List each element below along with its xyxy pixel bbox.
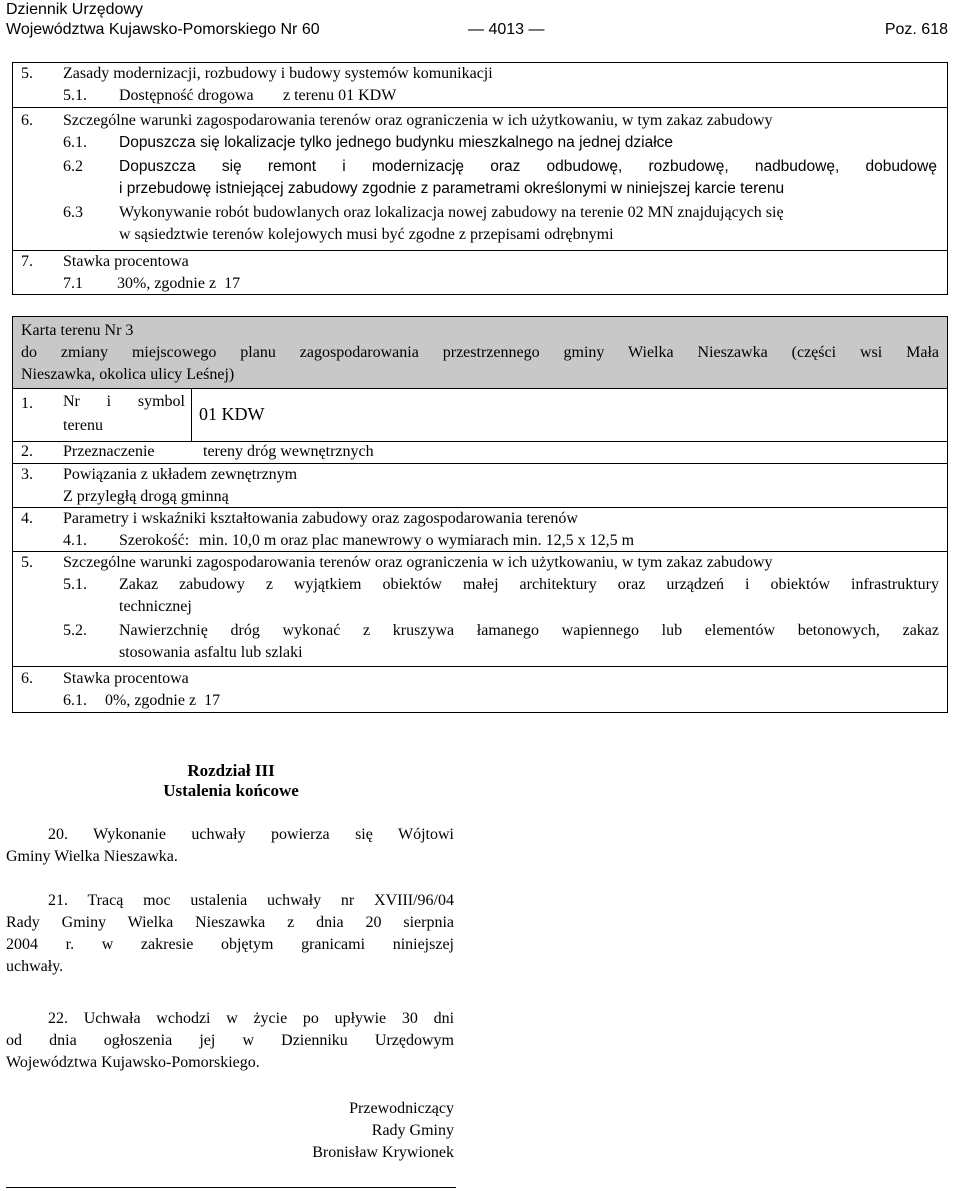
- row-text: technicznej: [119, 598, 192, 615]
- row-number: 6.: [21, 670, 33, 687]
- row-label: Powiązania z układem zewnętrznym: [63, 466, 298, 483]
- row-value: z terenu 01 KDW: [283, 87, 397, 104]
- paragraph-line: uchwały.: [6, 958, 64, 975]
- row-number: 3.: [21, 466, 33, 483]
- row-number: 4.: [21, 510, 33, 527]
- row-number: 6.2: [63, 158, 83, 175]
- paragraph-22: [6, 1008, 454, 1074]
- row-number: 5.: [21, 554, 33, 571]
- row-label: Parametry i wskaźniki kształtowania zabudowy oraz zagospodarowania terenów: [63, 510, 578, 527]
- row-number: 7.1: [63, 275, 83, 292]
- table-row: [13, 666, 947, 712]
- journal-title: Dziennik Urzędowy: [6, 1, 143, 18]
- row-number: 5.: [21, 65, 33, 82]
- row-number: 6.: [21, 112, 33, 129]
- paragraph-line: Gminy Wielka Nieszawka.: [6, 848, 178, 865]
- journal-header-line: [6, 20, 948, 40]
- row-text: Dopuszcza się lokalizacje tylko jednego budynku mieszkalnego na jednej działce: [119, 134, 674, 151]
- page-number: — 4013 —: [468, 21, 545, 38]
- card-subtitle: Nieszawka, okolica ulicy Leśnej): [21, 366, 235, 383]
- paragraph-line: Wykonanie uchwały powierza się Wójtowi: [93, 826, 454, 843]
- paragraph-line: od dnia ogłoszenia jej w Dzienniku Urzędowym: [6, 1032, 454, 1049]
- chapter-subtitle: Ustalenia końcowe: [163, 781, 299, 800]
- table-row: [13, 441, 947, 463]
- table-row: [13, 551, 947, 666]
- paragraph-number: 20.: [48, 826, 68, 843]
- table-row: [13, 63, 947, 107]
- row-number: 7.: [21, 253, 33, 270]
- paragraph-21: [6, 890, 454, 978]
- row-text: Dopuszcza się remont i modernizację oraz odbudowę, rozbudowę, nadbudowę, dobudowę: [119, 158, 937, 175]
- row-label: Szerokość:: [119, 532, 190, 549]
- row-text: 30%, zgodnie z 17: [117, 275, 241, 292]
- row-text: Zasady modernizacji, rozbudowy i budowy systemów komunikacji: [63, 65, 493, 82]
- row-text: Stawka procentowa: [63, 253, 189, 270]
- row-text: i przebudowę istniejącej zabudowy zgodnie z parametrami określonymi w niniejszej karcie terenu: [119, 180, 785, 197]
- table-row: [13, 107, 947, 250]
- row-text: 0%, zgodnie z 17: [105, 692, 221, 709]
- card-subtitle: do zmiany miejscowego planu zagospodarowania przestrzennego gminy Wielka Nieszawka (części wsi Mała: [21, 344, 939, 361]
- row-value: Z przyległą drogą gminną: [63, 488, 229, 505]
- paragraph-line: Rady Gminy Wielka Nieszawka z dnia 20 sierpnia: [6, 914, 454, 931]
- paragraph-line: 2004 r. w zakresie objętym granicami niniejszej: [6, 936, 454, 953]
- row-value: tereny dróg wewnętrznych: [203, 443, 374, 460]
- paragraph-number: 22.: [48, 1010, 68, 1027]
- row-number: 5.1.: [63, 576, 87, 593]
- chapter-title: Rozdział III: [187, 761, 275, 780]
- row-value: min. 10,0 m oraz plac manewrowy o wymiarach min. 12,5 x 12,5 m: [199, 532, 635, 549]
- row-label: Szczególne warunki zagospodarowania terenów oraz ograniczenia w ich użytkowaniu, w tym zakaz zabudowy: [63, 554, 773, 571]
- row-number: 1.: [21, 395, 33, 412]
- row-label: terenu: [63, 417, 103, 434]
- row-text: Wykonywanie robót budowlanych oraz lokalizacja nowej zabudowy na terenie 02 MN znajdujących się: [119, 204, 784, 221]
- table-row: [13, 507, 947, 551]
- card-table-continued: [12, 62, 948, 295]
- row-text: Zakaz zabudowy z wyjątkiem obiektów małej architektury oraz urządzeń i obiektów infrastruktury: [119, 576, 939, 593]
- row-label: Dostępność drogowa: [119, 87, 254, 104]
- row-number: 6.3: [63, 204, 83, 221]
- journal-region: Województwa Kujawsko-Pomorskiego Nr 60: [6, 21, 320, 38]
- table-row: [13, 388, 947, 441]
- row-number: 5.1.: [63, 87, 87, 104]
- footnote-separator: [6, 1187, 456, 1188]
- paragraph-line: Województwa Kujawsko-Pomorskiego.: [6, 1054, 260, 1071]
- paragraph-20: [6, 824, 454, 868]
- table-row: [13, 463, 947, 507]
- paragraph-line: Uchwała wchodzi w życie po upływie 30 dni: [83, 1010, 455, 1027]
- land-card-table: [12, 316, 948, 713]
- table-row: [13, 250, 947, 294]
- signature-block: [200, 1098, 454, 1164]
- row-number: 5.2.: [63, 622, 87, 639]
- signature-title: Przewodniczący: [349, 1100, 454, 1117]
- signature-name: Bronisław Krywionek: [312, 1144, 454, 1161]
- card-title: Karta terenu Nr 3: [21, 322, 134, 339]
- row-text: w sąsiedztwie terenów kolejowych musi być zgodne z przepisami odrębnymi: [119, 226, 614, 243]
- row-text: Nawierzchnię dróg wykonać z kruszywa łamanego wapiennego lub elementów betonowych, zakaz: [119, 622, 939, 639]
- row-number: 2.: [21, 443, 33, 460]
- signature-council: Rady Gminy: [371, 1122, 454, 1139]
- row-number: 6.1.: [63, 134, 87, 151]
- position-number: Poz. 618: [884, 21, 948, 38]
- row-number: 4.1.: [63, 532, 87, 549]
- paragraph-number: 21.: [48, 892, 68, 909]
- row-number: 6.1.: [63, 692, 87, 709]
- row-label: Nr i symbol: [63, 393, 185, 410]
- row-label: Stawka procentowa: [63, 670, 189, 687]
- card-header: [13, 317, 947, 388]
- row-text: stosowania asfaltu lub szlaki: [119, 644, 303, 661]
- paragraph-line: Tracą moc ustalenia uchwały nr XVIII/96/04: [87, 892, 454, 909]
- row-text: Szczególne warunki zagospodarowania terenów oraz ograniczenia w ich użytkowaniu, w tym zakaz zabudowy: [63, 112, 773, 129]
- row-label: Przeznaczenie: [63, 443, 155, 460]
- row-value: 01 KDW: [199, 404, 265, 424]
